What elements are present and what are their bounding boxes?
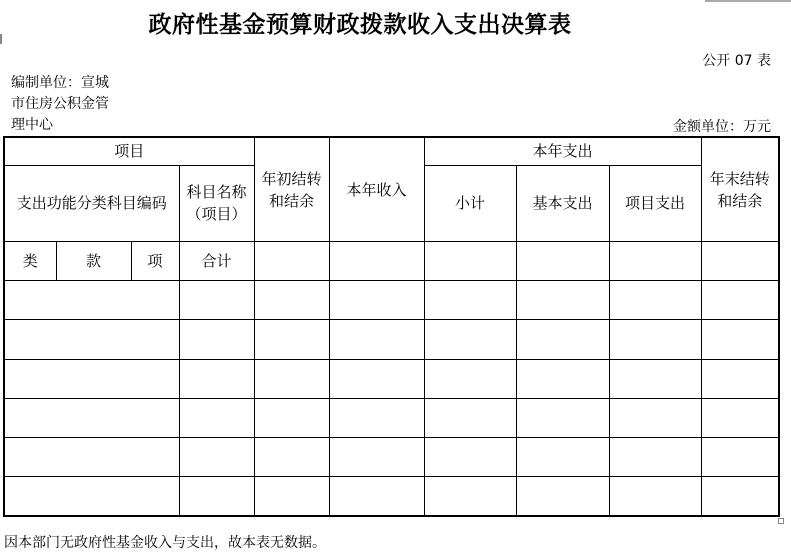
table-cell	[329, 398, 424, 437]
table-cell	[4, 477, 179, 516]
table-cell	[701, 477, 779, 516]
table-cell	[701, 359, 779, 398]
header-subject-name: 科目名称（项目）	[179, 165, 254, 241]
table-cell	[701, 438, 779, 477]
table-cell	[254, 281, 329, 320]
compiling-unit-line: 编制单位：宣城	[11, 75, 109, 91]
table-cell	[179, 438, 254, 477]
table-cell	[254, 438, 329, 477]
table-cell	[254, 398, 329, 437]
amount-unit: 金额单位：万元	[673, 119, 771, 135]
table-cell	[516, 359, 609, 398]
header-opening-balance: 年初结转和结余	[254, 137, 329, 242]
table-cell	[254, 477, 329, 516]
header-item-group: 项目	[4, 137, 254, 165]
table-cell	[179, 398, 254, 437]
header-row	[4, 242, 779, 281]
header-spend-group: 本年支出	[424, 137, 701, 165]
table-cell	[254, 242, 329, 281]
table-cell	[4, 398, 179, 437]
table-cell	[701, 320, 779, 359]
table-cell	[516, 438, 609, 477]
header-subtotal: 小计	[424, 165, 516, 241]
header-func-code: 支出功能分类科目编码	[4, 165, 179, 241]
table-cell	[701, 242, 779, 281]
table-cell	[254, 320, 329, 359]
table-cell	[609, 477, 701, 516]
header-xiang: 项	[131, 242, 179, 281]
header-income: 本年收入	[329, 137, 424, 242]
document-title: 政府性基金预算财政拨款收入支出决算表	[148, 12, 572, 38]
page-corner-mark	[705, 0, 791, 2]
table-cell	[424, 320, 516, 359]
table-cell	[516, 320, 609, 359]
table-cell	[516, 281, 609, 320]
table-cell	[424, 281, 516, 320]
table-row	[4, 398, 779, 437]
table-row	[4, 281, 779, 320]
table-row	[4, 477, 779, 516]
table-cell	[4, 320, 179, 359]
table-cell	[254, 359, 329, 398]
header-closing-balance: 年末结转和结余	[701, 137, 779, 242]
table-row	[4, 438, 779, 477]
table-cell	[424, 242, 516, 281]
table-cell	[329, 281, 424, 320]
compiling-unit-line: 市住房公积金管	[11, 96, 109, 112]
table-cell	[329, 477, 424, 516]
table-cell	[424, 477, 516, 516]
table-cell	[329, 438, 424, 477]
table-cell	[701, 281, 779, 320]
table-cell	[329, 359, 424, 398]
resize-handle[interactable]	[778, 518, 784, 524]
table-cell	[179, 281, 254, 320]
table-cell	[609, 438, 701, 477]
table-cell	[516, 398, 609, 437]
compiling-unit	[11, 73, 141, 136]
table-cell	[609, 320, 701, 359]
table-cell	[329, 242, 424, 281]
table-cell	[179, 477, 254, 516]
header-total: 合计	[179, 242, 254, 281]
table-cell	[516, 477, 609, 516]
table-cell	[609, 281, 701, 320]
header-lei: 类	[4, 242, 56, 281]
header-basic-spend: 基本支出	[516, 165, 609, 241]
table-cell	[4, 281, 179, 320]
header-row	[4, 137, 779, 165]
table-cell	[4, 438, 179, 477]
header-kuan: 款	[56, 242, 131, 281]
footnote: 因本部门无政府性基金收入与支出，故本表无数据。	[4, 535, 326, 551]
budget-table	[3, 136, 780, 517]
header-project-spend: 项目支出	[609, 165, 701, 241]
table-cell	[701, 398, 779, 437]
compiling-unit-line: 理中心	[11, 117, 53, 133]
table-cell	[424, 359, 516, 398]
table-cell	[516, 242, 609, 281]
table-cell	[424, 438, 516, 477]
table-cell	[4, 359, 179, 398]
table-row	[4, 359, 779, 398]
table-cell	[609, 242, 701, 281]
table-cell	[424, 398, 516, 437]
form-number: 公开 07 表	[702, 53, 771, 69]
table-cell	[329, 320, 424, 359]
table-cell	[609, 359, 701, 398]
table-row	[4, 320, 779, 359]
table-cell	[179, 359, 254, 398]
table-cell	[609, 398, 701, 437]
table-cell	[179, 320, 254, 359]
